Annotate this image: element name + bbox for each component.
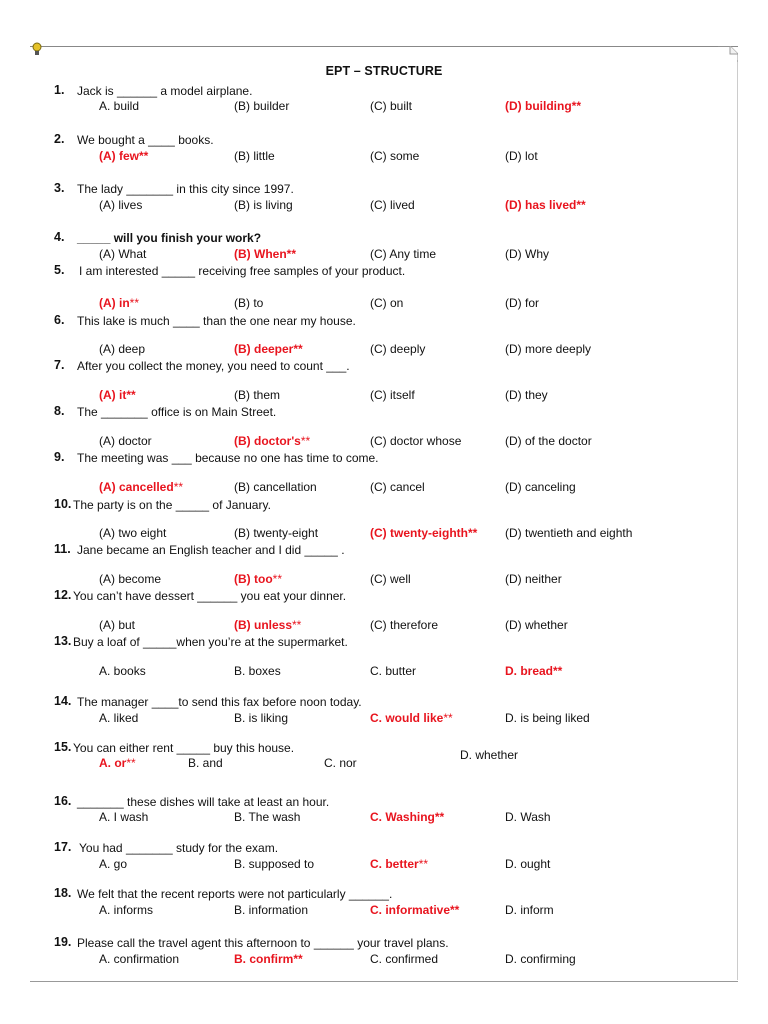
option-label: D. ought [505, 857, 551, 871]
answer-option[interactable] [505, 711, 590, 725]
answer-option-correct[interactable] [505, 99, 581, 113]
option-label: (A) but [99, 618, 136, 632]
answer-option-correct[interactable] [370, 711, 453, 725]
option-label: (D) of the doctor [505, 434, 592, 448]
answer-marker: ** [272, 572, 282, 586]
page-edge [737, 60, 738, 980]
question-number: 19. [54, 935, 72, 949]
question-stem: The _______ office is on Main Street. [77, 405, 277, 419]
option-label: B. confirm** [234, 952, 303, 966]
answer-option[interactable] [234, 198, 293, 212]
option-label: A. I wash [99, 810, 149, 824]
option-label: (B) twenty-eight [234, 526, 319, 540]
option-label: A. liked [99, 711, 139, 725]
question-stem: You can’t have dessert ______ you eat your dinner. [73, 589, 347, 603]
answer-option[interactable] [505, 388, 548, 402]
answer-option[interactable] [99, 903, 153, 917]
answer-option[interactable] [505, 296, 539, 310]
option-label: (B) unless [234, 618, 293, 632]
question-number: 3. [54, 181, 65, 195]
answer-option-correct[interactable] [99, 149, 148, 163]
answer-option[interactable] [505, 149, 538, 163]
option-label: (D) neither [505, 572, 562, 586]
answer-option[interactable] [234, 711, 288, 725]
answer-option-correct[interactable] [99, 480, 183, 494]
option-label: (B) is living [234, 198, 293, 212]
question-number: 13. [54, 634, 72, 648]
answer-option[interactable] [99, 526, 166, 540]
answer-option-correct[interactable] [370, 903, 459, 917]
option-label: A. confirmation [99, 952, 180, 966]
answer-option[interactable] [324, 756, 357, 770]
answer-option[interactable] [234, 388, 280, 402]
answer-option[interactable] [234, 149, 275, 163]
option-label: A. go [99, 857, 128, 871]
option-label: B. supposed to [234, 857, 315, 871]
answer-option-correct[interactable] [234, 342, 303, 356]
answer-option[interactable] [188, 756, 223, 770]
option-label: (C) built [370, 99, 413, 113]
answer-option[interactable] [370, 388, 415, 402]
option-label: (D) canceling [505, 480, 576, 494]
page-curl-icon [718, 46, 738, 62]
option-label: B. The wash [234, 810, 301, 824]
option-label: (A) it** [99, 388, 136, 402]
question-number: 17. [54, 840, 72, 854]
option-label: D. confirming [505, 952, 576, 966]
answer-option[interactable] [505, 434, 592, 448]
option-label: B. information [234, 903, 309, 917]
question-number: 18. [54, 886, 72, 900]
option-label: (A) doctor [99, 434, 152, 448]
answer-option[interactable] [505, 480, 576, 494]
answer-marker: ** [443, 711, 453, 725]
answer-option[interactable] [505, 952, 576, 966]
answer-option[interactable] [99, 198, 142, 212]
answer-option[interactable] [370, 198, 415, 212]
question-stem: I am interested _____ receiving free samples of your product. [79, 264, 406, 278]
question-stem: The meeting was ___ because no one has time to come. [77, 451, 379, 465]
answer-option[interactable] [370, 149, 419, 163]
answer-option[interactable] [99, 664, 146, 678]
option-label: B. and [188, 756, 223, 770]
option-label: (B) deeper** [234, 342, 303, 356]
answer-option[interactable] [370, 952, 438, 966]
question-stem: This lake is much ____ than the one near my house. [77, 314, 356, 328]
answer-option[interactable] [234, 480, 317, 494]
option-label: (D) more deeply [505, 342, 592, 356]
question-number: 6. [54, 313, 65, 327]
answer-option-correct[interactable] [505, 664, 562, 678]
answer-option[interactable] [370, 296, 403, 310]
answer-option[interactable] [234, 99, 289, 113]
question-stem: After you collect the money, you need to count ___. [77, 359, 350, 373]
option-label: (C) well [370, 572, 411, 586]
answer-option[interactable] [234, 857, 314, 871]
answer-option[interactable] [505, 618, 568, 632]
option-label: (B) little [234, 149, 275, 163]
option-label: B. is liking [234, 711, 289, 725]
answer-option-correct[interactable] [99, 296, 139, 310]
question-stem: You had _______ study for the exam. [79, 841, 279, 855]
answer-marker: ** [300, 434, 311, 448]
option-label: (D) they [505, 388, 548, 402]
option-label: (A) become [99, 572, 162, 586]
logo-icon [30, 42, 44, 56]
question-number: 8. [54, 404, 65, 418]
option-label: C. butter [370, 664, 417, 678]
option-label: D. inform [505, 903, 554, 917]
answer-option[interactable] [370, 480, 425, 494]
option-label: (B) to [234, 296, 264, 310]
answer-option[interactable] [505, 810, 551, 824]
answer-option[interactable] [99, 342, 145, 356]
answer-option[interactable] [505, 903, 554, 917]
option-label: (B) When** [234, 247, 296, 261]
question-stem: We felt that the recent reports were not particularly ______. [77, 887, 393, 901]
option-label: (A) What [99, 247, 147, 261]
answer-option[interactable] [99, 810, 148, 824]
option-label: (A) deep [99, 342, 146, 356]
option-label: (A) in [99, 296, 130, 310]
answer-option[interactable] [234, 664, 281, 678]
option-label: (B) too [234, 572, 273, 586]
answer-option[interactable] [370, 99, 412, 113]
answer-option[interactable] [99, 434, 152, 448]
answer-option-correct[interactable] [234, 952, 303, 966]
answer-option[interactable] [99, 99, 139, 113]
answer-marker: ** [292, 618, 302, 632]
question-number: 2. [54, 132, 65, 146]
question-number: 15. [54, 740, 72, 754]
answer-option[interactable] [99, 618, 135, 632]
answer-option[interactable] [99, 247, 146, 261]
option-label: (D) Why [505, 247, 549, 261]
option-label: (B) them [234, 388, 281, 402]
option-label: (A) lives [99, 198, 143, 212]
option-label: (C) therefore [370, 618, 439, 632]
option-label: (C) some [370, 149, 420, 163]
question-number: 16. [54, 794, 72, 808]
option-label: (D) has lived** [505, 198, 586, 212]
question-number: 9. [54, 450, 65, 464]
question-stem: The manager ____to send this fax before noon today. [77, 695, 362, 709]
option-label: D. is being liked [505, 711, 590, 725]
answer-option[interactable] [234, 296, 263, 310]
question-stem: The party is on the _____ of January. [73, 498, 271, 512]
option-label: C. Washing** [370, 810, 445, 824]
answer-marker: ** [418, 857, 429, 871]
question-number: 1. [54, 83, 65, 97]
answer-option[interactable] [460, 748, 518, 762]
question-number: 11. [54, 542, 71, 556]
option-label: B. boxes [234, 664, 281, 678]
option-label: (C) lived [370, 198, 415, 212]
option-label: (C) on [370, 296, 404, 310]
question-number: 5. [54, 263, 65, 277]
option-label: A. build [99, 99, 140, 113]
answer-option[interactable] [99, 572, 161, 586]
question-stem: Buy a loaf of _____when you’re at the supermarket. [73, 635, 348, 649]
answer-option[interactable] [505, 572, 562, 586]
answer-option[interactable] [370, 434, 461, 448]
answer-option[interactable] [370, 342, 425, 356]
question-number: 10. [54, 497, 72, 511]
answer-option-correct[interactable] [234, 572, 282, 586]
option-label: D. bread** [505, 664, 563, 678]
option-label: (C) itself [370, 388, 415, 402]
answer-option[interactable] [370, 664, 416, 678]
answer-marker: ** [126, 756, 136, 770]
question-number: 4. [54, 230, 65, 244]
option-label: C. would like [370, 711, 444, 725]
page-title: EPT – STRUCTURE [325, 64, 443, 78]
option-label: (D) twentieth and eighth [505, 526, 633, 540]
option-label: (C) doctor whose [370, 434, 462, 448]
option-label: D. whether [460, 748, 519, 762]
option-label: (D) for [505, 296, 539, 310]
option-label: C. nor [324, 756, 357, 770]
question-stem: The lady _______ in this city since 1997. [77, 182, 294, 196]
option-label: (B) builder [234, 99, 290, 113]
answer-option[interactable] [234, 810, 300, 824]
question-stem: _____ will you finish your work? [77, 231, 262, 245]
answer-marker: ** [173, 480, 184, 494]
option-label: A. informs [99, 903, 154, 917]
question-stem: Jack is ______ a model airplane. [77, 84, 253, 98]
option-label: (A) cancelled [99, 480, 174, 494]
answer-option[interactable] [505, 247, 549, 261]
answer-option-correct[interactable] [370, 857, 428, 871]
answer-option[interactable] [99, 857, 127, 871]
answer-option[interactable] [99, 711, 138, 725]
answer-option-correct[interactable] [99, 388, 136, 402]
answer-option[interactable] [234, 526, 318, 540]
answer-marker: ** [129, 296, 139, 310]
answer-option-correct[interactable] [234, 434, 310, 448]
option-label: (D) building** [505, 99, 581, 113]
option-label: (A) few** [99, 149, 149, 163]
question-stem: You can either rent _____ buy this house. [73, 741, 295, 755]
option-label: D. Wash [505, 810, 551, 824]
option-label: C. confirmed [370, 952, 439, 966]
option-label: A. or [99, 756, 127, 770]
question-stem: We bought a ____ books. [77, 133, 214, 147]
question-number: 12. [54, 588, 72, 602]
question-number: 7. [54, 358, 65, 372]
answer-option-correct[interactable] [234, 247, 296, 261]
answer-option[interactable] [370, 572, 411, 586]
option-label: (C) Any time [370, 247, 437, 261]
answer-option-correct[interactable] [505, 198, 586, 212]
answer-option[interactable] [99, 952, 179, 966]
answer-option[interactable] [370, 247, 436, 261]
option-label: (B) cancellation [234, 480, 317, 494]
option-label: (C) twenty-eighth** [370, 526, 478, 540]
option-label: (A) two eight [99, 526, 167, 540]
option-label: A. books [99, 664, 146, 678]
answer-option[interactable] [505, 857, 550, 871]
answer-option[interactable] [370, 618, 438, 632]
answer-option[interactable] [505, 526, 632, 540]
answer-option-correct[interactable] [234, 618, 301, 632]
option-label: (B) doctor's [234, 434, 301, 448]
answer-option[interactable] [234, 903, 308, 917]
question-stem: Jane became an English teacher and I did _____ . [77, 543, 345, 557]
option-label: C. better [370, 857, 419, 871]
answer-option-correct[interactable] [370, 526, 477, 540]
answer-option[interactable] [505, 342, 591, 356]
option-label: (D) whether [505, 618, 568, 632]
question-stem: Please call the travel agent this afternoon to ______ your travel plans. [77, 936, 449, 950]
option-label: (D) lot [505, 149, 538, 163]
option-label: C. informative** [370, 903, 460, 917]
question-stem: _______ these dishes will take at least an hour. [77, 795, 330, 809]
option-label: (C) deeply [370, 342, 426, 356]
answer-option-correct[interactable] [370, 810, 444, 824]
question-number: 14. [54, 694, 72, 708]
option-label: (C) cancel [370, 480, 425, 494]
answer-option-correct[interactable] [99, 756, 136, 770]
